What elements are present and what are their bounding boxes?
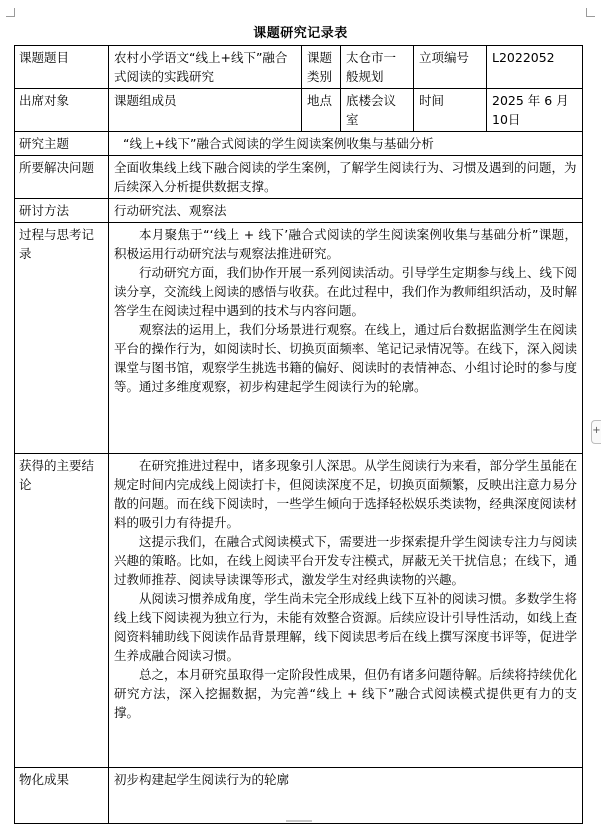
record-table (14, 45, 583, 824)
theme-label: 研究主题 (15, 132, 109, 156)
problem-value: 全面收集线上线下融合阅读的学生案例，了解学生阅读行为、习惯及遇到的问题，为后续深入分析提供数据支撑。 (109, 156, 583, 199)
category-value: 太仓市一般规划 (341, 46, 414, 89)
table-row (15, 223, 583, 454)
table-row (15, 199, 583, 223)
conclusion-paragraph: 这提示我们，在融合式阅读模式下，需要进一步探索提升学生阅读专注力与阅读兴趣的策略。比如，在线上阅读平台开发专注模式，屏蔽无关干扰信息；在线下，通过教师推荐、阅读导读课等形式，激发学生对经典读物的兴趣。 (114, 534, 577, 587)
conclusion-paragraph: 总之，本月研究虽取得一定阶段性成果，但仍有诸多问题待解。后续将持续优化研究方法，深入挖掘数据，为完善“线上 + 线下”融合式阅读模式提供更有力的支撑。 (114, 667, 577, 720)
process-paragraph: 本月聚焦于“‘线上 + 线下’融合式阅读的学生阅读案例收集与基础分析”课题，积极运用行动研究法与观察法推进研究。 (114, 227, 577, 261)
process-paragraph: 观察法的运用上，我们分场景进行观察。在线上，通过后台数据监测学生在阅读平台的操作行为，如阅读时长、切换页面频率、笔记记录情况等。在线下，深入阅读课堂与图书馆，观察学生挑选书籍的偏好、阅读时的表情神态、小组讨论时的参与度等。通过多维度观察，初步构建起学生阅读行为的轮廓。 (114, 322, 577, 394)
results-label: 物化成果 (15, 768, 109, 824)
problem-label: 所要解决问题 (15, 156, 109, 199)
location-label: 地点 (302, 89, 341, 132)
table-row (15, 89, 583, 132)
table-row (15, 156, 583, 199)
process-label: 过程与思考记录 (15, 223, 109, 454)
table-row (15, 768, 583, 824)
results-value: 初步构建起学生阅读行为的轮廓 (109, 768, 583, 824)
theme-value: “线上+线下”融合式阅读的学生阅读案例收集与基础分析 (109, 132, 583, 156)
method-value: 行动研究法、观察法 (109, 199, 583, 223)
table-row (15, 46, 583, 89)
crop-mark-top-left (6, 8, 15, 17)
topic-label: 课题题目 (15, 46, 109, 89)
attendees-label: 出席对象 (15, 89, 109, 132)
project-no-label: 立项编号 (414, 46, 487, 89)
method-label: 研讨方法 (15, 199, 109, 223)
category-label: 课题类别 (302, 46, 341, 89)
conclusion-content (109, 454, 583, 768)
document-title: 课题研究记录表 (253, 26, 348, 41)
crop-mark-top-right (586, 8, 595, 17)
time-value: 2025 年 6 月 10日 (487, 89, 583, 132)
conclusion-label: 获得的主要结论 (15, 454, 109, 768)
table-row (15, 132, 583, 156)
location-value: 底楼会议室 (341, 89, 414, 132)
process-content (109, 223, 583, 454)
time-label: 时间 (414, 89, 487, 132)
attendees-value: 课题组成员 (109, 89, 302, 132)
project-no-value: L2022052 (487, 46, 583, 89)
process-paragraph: 行动研究方面，我们协作开展一系列阅读活动。引导学生定期参与线上、线下阅读分享，交流线上阅读的感悟与收获。在此过程中，我们作为教师组织活动，及时解答学生在阅读过程中遇到的技术与内容问题。 (114, 265, 577, 318)
conclusion-paragraph: 在研究推进过程中，诸多现象引人深思。从学生阅读行为来看，部分学生虽能在规定时间内完成线上阅读打卡，但阅读深度不足，切换页面频繁，反映出注意力易分散的问题。而在线下阅读时，一些学生倾向于选择轻松娱乐类读物，经典深度阅读材料的吸引力有待提升。 (114, 458, 577, 530)
conclusion-paragraph: 从阅读习惯养成角度，学生尚未完全形成线上线下互补的阅读习惯。多数学生将线上线下阅读视为独立行为，未能有效整合资源。后续应设计引导性活动，如线上查阅资料辅助线下阅读作品背景理解，线下阅读思考后在线上撰写深度书评等，促进学生养成融合阅读习惯。 (114, 591, 577, 663)
topic-value: 农村小学语文“线上+线下”融合式阅读的实践研究 (109, 46, 302, 89)
table-row (15, 454, 583, 768)
expand-tab-icon[interactable]: + (591, 420, 601, 444)
